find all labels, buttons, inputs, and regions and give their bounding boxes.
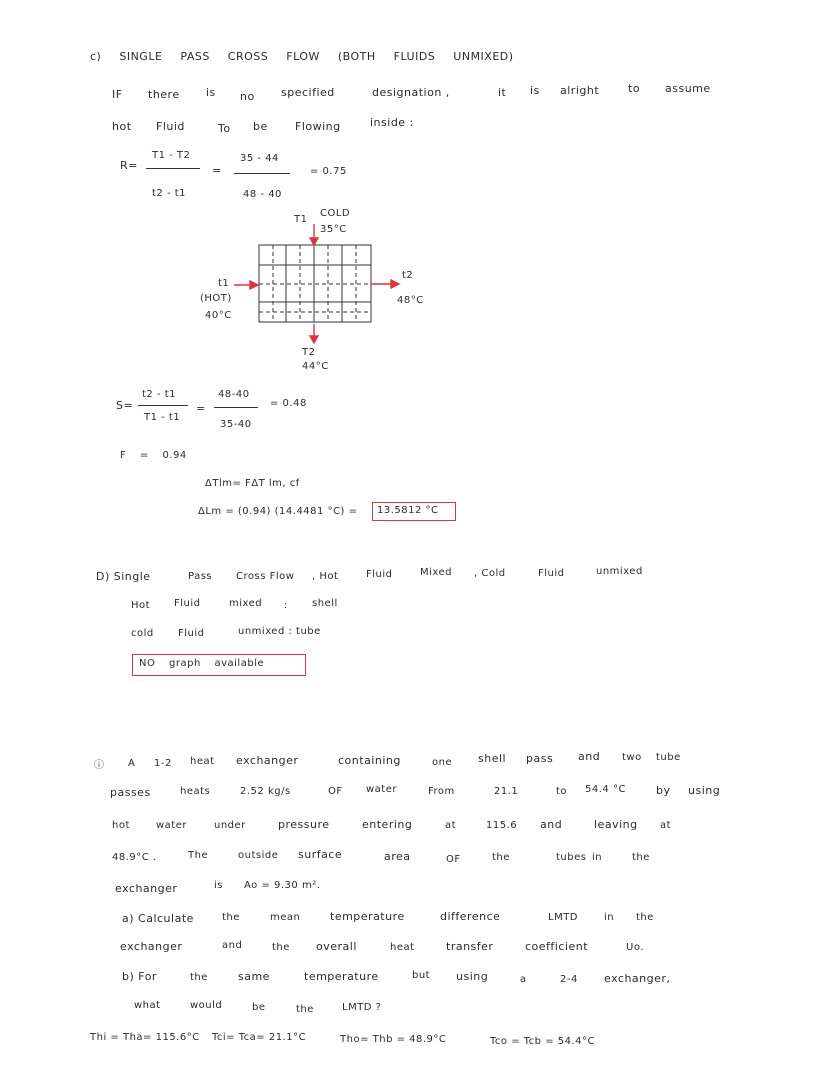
no-graph-box — [132, 654, 306, 676]
cold-outlet-temp: 44°C — [302, 361, 329, 372]
word: unmixed — [596, 566, 643, 577]
cold-outlet-symbol: T2 — [302, 347, 316, 358]
word: tube — [656, 752, 681, 763]
f-value: F = 0.94 — [120, 450, 187, 461]
word: outside — [238, 850, 279, 861]
lmtd-calculation: ΔLm = (0.94) (14.4481 °C) = — [198, 506, 358, 517]
word: From — [428, 786, 455, 797]
cold-label: COLD — [320, 208, 351, 219]
word: is — [530, 84, 540, 97]
word: but — [412, 970, 431, 981]
word: cold — [131, 628, 154, 639]
word: 21.1 — [494, 786, 519, 797]
word: water — [366, 784, 397, 795]
word: passes — [110, 786, 151, 799]
word: containing — [338, 754, 401, 767]
word: under — [214, 820, 246, 831]
hot-inlet-symbol: t1 — [218, 278, 230, 289]
word: the — [296, 1004, 314, 1015]
word: Hot — [131, 600, 151, 611]
word: the — [492, 852, 510, 863]
r-result: = 0.75 — [310, 166, 347, 177]
word: Fluid — [538, 568, 565, 579]
word: the — [190, 972, 208, 983]
word: no — [240, 90, 255, 103]
word: D) Single — [96, 570, 151, 583]
word: exchanger — [236, 754, 299, 767]
word: using — [456, 970, 489, 983]
word: heat — [390, 942, 415, 953]
word: a — [520, 974, 527, 985]
word: ⓘ — [94, 760, 105, 771]
word: Fluid — [366, 569, 393, 580]
word: 2-4 — [560, 974, 578, 985]
word: entering — [362, 818, 413, 831]
word: , Hot — [312, 571, 339, 582]
word: Fluid — [174, 598, 201, 609]
s-label: S= — [116, 399, 134, 412]
word: tubes — [556, 852, 587, 863]
word: Fluid — [156, 120, 185, 133]
word: LMTD ? — [342, 1002, 382, 1013]
word: and — [222, 940, 243, 951]
word: a) Calculate — [122, 912, 194, 925]
word: be — [252, 1002, 266, 1013]
word: leaving — [594, 818, 638, 831]
word: A — [128, 758, 136, 769]
lmtd-formula: ΔTlm= FΔT lm, cf — [205, 478, 300, 489]
word: pressure — [278, 818, 330, 831]
word: is — [206, 86, 216, 99]
r-label: R= — [120, 159, 138, 172]
word: assume — [665, 82, 711, 95]
word: the — [632, 852, 650, 863]
r-fraction-line — [146, 168, 200, 169]
word: Pass — [188, 571, 213, 582]
word: transfer — [446, 940, 494, 953]
section-c-title: c) SINGLE PASS CROSS FLOW (BOTH FLUIDS UNMIXED) — [90, 50, 514, 63]
word: 2.52 kg/s — [240, 786, 291, 797]
word: Mixed — [420, 567, 453, 578]
word: To — [218, 122, 231, 135]
word: by — [656, 784, 671, 797]
word: Tci= Tca= 21.1°C — [212, 1032, 307, 1043]
word: would — [190, 1000, 223, 1011]
word: alright — [560, 84, 600, 97]
answer-box — [372, 502, 456, 521]
word: what — [134, 1000, 161, 1011]
word: mean — [270, 912, 301, 923]
hot-outlet-temp: 48°C — [397, 295, 424, 306]
word: IF — [112, 88, 123, 101]
word: heat — [190, 756, 215, 767]
r-denominator: t2 - t1 — [152, 188, 187, 199]
r-denominator-value: 48 - 40 — [243, 189, 282, 200]
word: 115.6 — [486, 820, 518, 831]
word: is — [214, 880, 223, 891]
word: hot — [112, 120, 132, 133]
word: to — [628, 82, 641, 95]
word: surface — [298, 848, 343, 861]
s-denominator-value: 35-40 — [220, 419, 252, 430]
word: same — [238, 970, 270, 983]
cold-inlet-symbol: T1 — [294, 214, 308, 225]
hot-label: (HOT) — [200, 293, 232, 304]
s-equals: = — [196, 402, 206, 415]
word: to — [556, 786, 568, 797]
word: it — [498, 86, 507, 99]
word: shell — [312, 598, 338, 609]
word: the — [636, 912, 654, 923]
word: and — [540, 818, 563, 831]
r-numerator: T1 - T2 — [152, 150, 191, 161]
cold-inlet-temp: 35°C — [320, 224, 347, 235]
word: pass — [526, 752, 554, 765]
word: in — [592, 852, 603, 863]
word: Thi = Tha= 115.6°C — [90, 1032, 200, 1043]
word: overall — [316, 940, 357, 953]
word: and — [578, 750, 601, 763]
s-denominator: T1 - t1 — [144, 412, 181, 423]
word: heats — [180, 786, 211, 797]
s-result: = 0.48 — [270, 398, 307, 409]
word: LMTD — [548, 912, 579, 923]
word: shell — [478, 752, 507, 765]
word: at — [445, 820, 457, 831]
word: using — [688, 784, 721, 797]
word: exchanger — [120, 940, 183, 953]
word: hot — [112, 820, 130, 831]
exchanger-grid — [259, 245, 371, 322]
no-graph-note: NO graph available — [139, 658, 265, 669]
word: specified — [281, 86, 335, 99]
word: unmixed : tube — [238, 626, 321, 637]
word: Tco = Tcb = 54.4°C — [490, 1036, 596, 1047]
word: the — [272, 942, 290, 953]
word: 54.4 °C — [585, 784, 626, 795]
word: water — [156, 820, 187, 831]
word: : — [284, 600, 288, 611]
word: two — [622, 752, 642, 763]
word: mixed — [229, 598, 263, 609]
s-numerator-value: 48-40 — [218, 389, 250, 400]
s-fraction-line — [138, 405, 188, 406]
word: exchanger, — [604, 972, 671, 985]
word: area — [384, 850, 411, 863]
s-value-fraction-line — [214, 407, 258, 408]
r-equals: = — [212, 164, 222, 177]
word: b) For — [122, 970, 157, 983]
word: inside : — [370, 116, 414, 129]
word: coefficient — [525, 940, 589, 953]
word: temperature — [304, 970, 379, 983]
r-value-fraction-line — [234, 173, 290, 174]
word: Flowing — [295, 120, 341, 133]
word: difference — [440, 910, 501, 923]
word: Ao = 9.30 m². — [244, 880, 321, 891]
word: 48.9°C . — [112, 852, 157, 863]
hot-outlet-symbol: t2 — [402, 270, 414, 281]
word: OF — [328, 786, 343, 797]
word: one — [432, 757, 453, 768]
s-numerator: t2 - t1 — [142, 389, 177, 400]
word: OF — [446, 854, 461, 865]
word: be — [253, 120, 268, 133]
word: Tho= Thb = 48.9°C — [340, 1034, 447, 1045]
word: 1-2 — [154, 758, 172, 769]
word: Uo. — [626, 942, 644, 953]
word: , Cold — [474, 568, 506, 579]
word: exchanger — [115, 882, 178, 895]
r-numerator-value: 35 - 44 — [240, 153, 279, 164]
word: the — [222, 912, 240, 923]
word: Fluid — [178, 628, 205, 639]
word: temperature — [330, 910, 405, 923]
word: The — [188, 850, 209, 861]
answer-value: 13.5812 °C — [377, 505, 439, 516]
hot-inlet-temp: 40°C — [205, 310, 232, 321]
word: Cross Flow — [236, 571, 295, 582]
word: there — [148, 88, 180, 101]
word: at — [660, 820, 672, 831]
word: in — [604, 912, 615, 923]
word: designation , — [372, 86, 450, 99]
